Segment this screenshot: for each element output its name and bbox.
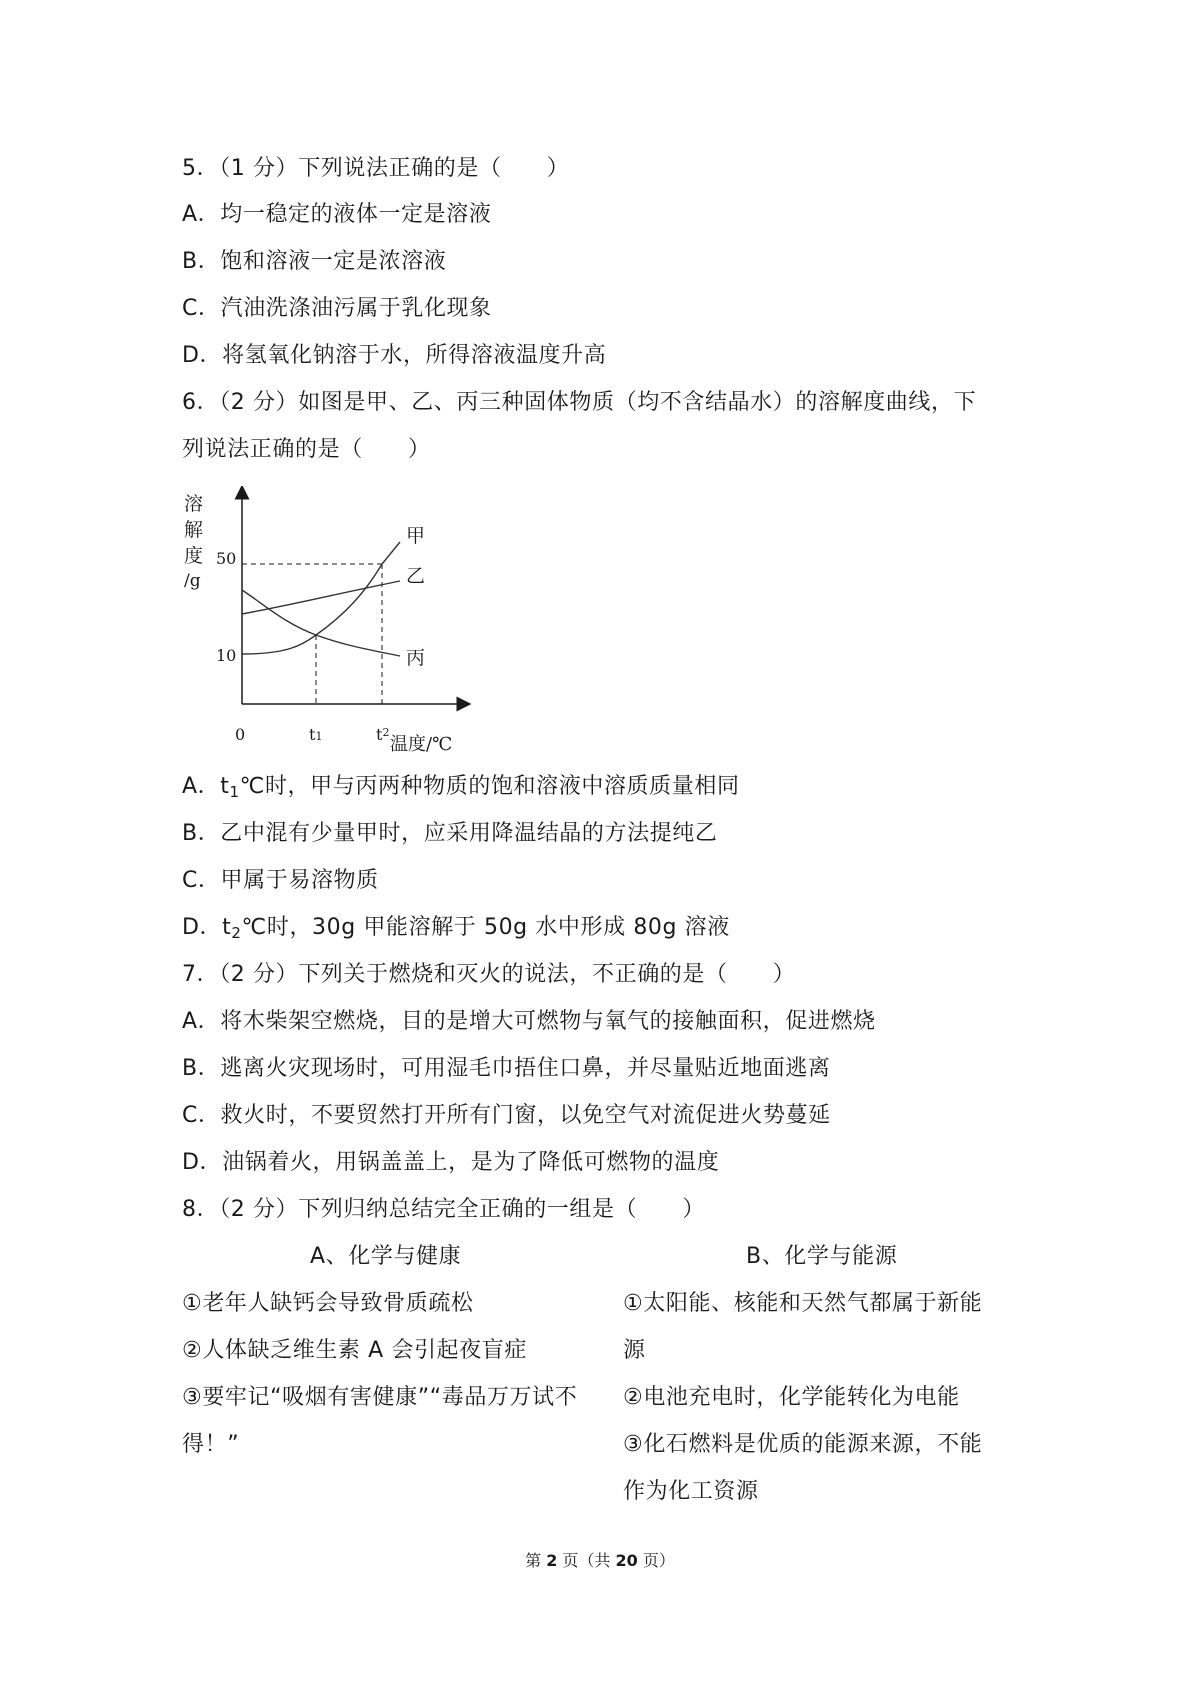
q6-option-a: A．$t_1℃$时，甲与丙两种物质的饱和溶液中溶质质量相同 bbox=[182, 774, 740, 801]
q7-option-d: D．油锅着火，用锅盖盖上，是为了降低可燃物的温度 bbox=[182, 1150, 720, 1175]
y-tick-10: 10 bbox=[216, 646, 237, 665]
curve-yi bbox=[242, 581, 400, 614]
q8-col-a-heading: A、化学与健康 bbox=[310, 1244, 462, 1269]
q6-stem-line1: 6．（2 分）如图是甲、乙、丙三种固体物质（均不含结晶水）的溶解度曲线，下 bbox=[182, 390, 977, 415]
q8-col-a-line-3: ③要牢记“吸烟有害健康”“毒品万万试不 bbox=[182, 1385, 578, 1410]
q5-option-c: C．汽油洗涤油污属于乳化现象 bbox=[182, 296, 492, 321]
solubility-chart bbox=[176, 486, 476, 756]
x-origin-label: 0 bbox=[235, 725, 246, 744]
q7-stem: 7．（2 分）下列关于燃烧和灭火的说法，不正确的是（ ） bbox=[182, 962, 796, 987]
q7-option-c: C．救火时，不要贸然打开所有门窗，以免空气对流促进火势蔓延 bbox=[182, 1103, 831, 1128]
q8-col-a-line-2: ②人体缺乏维生素 A 会引起夜盲症 bbox=[182, 1338, 527, 1363]
q8-col-a-line-4: 得！” bbox=[182, 1432, 240, 1457]
y-tick-50: 50 bbox=[216, 549, 237, 568]
q6-option-b: B．乙中混有少量甲时，应采用降温结晶的方法提纯乙 bbox=[182, 821, 718, 846]
q6-stem-line2: 列说法正确的是（ ） bbox=[182, 437, 431, 462]
q5-option-d: D．将氢氧化钠溶于水，所得溶液温度升高 bbox=[182, 343, 607, 368]
q8-col-b-heading: B、化学与能源 bbox=[746, 1244, 898, 1269]
q8-col-b-line-2: 源 bbox=[623, 1338, 646, 1363]
q8-col-b-line-4: ③化石燃料是优质的能源来源，不能 bbox=[623, 1432, 983, 1457]
q7-option-a: A．将木柴架空燃烧，目的是增大可燃物与氧气的接触面积，促进燃烧 bbox=[182, 1009, 876, 1034]
q8-stem: 8．（2 分）下列归纳总结完全正确的一组是（ ） bbox=[182, 1197, 705, 1222]
q5-option-b: B．饱和溶液一定是浓溶液 bbox=[182, 249, 447, 274]
series-label-bing: 丙 bbox=[406, 647, 426, 669]
curve-bing bbox=[242, 590, 400, 656]
q6-option-d: D．$t_2℃$时，30g 甲能溶解于 50g 水中形成 80g 溶液 bbox=[182, 915, 730, 942]
y-label-unit: /g bbox=[184, 571, 201, 591]
y-label-char-1: 溶 bbox=[184, 493, 204, 515]
y-label-char-2: 解 bbox=[184, 519, 204, 541]
series-label-jia: 甲 bbox=[406, 525, 426, 547]
q8-col-b-line-3: ②电池充电时，化学能转化为电能 bbox=[623, 1385, 960, 1410]
series-label-yi: 乙 bbox=[406, 565, 426, 587]
page-total: 20 bbox=[615, 1551, 638, 1570]
x-axis-label: 温度/℃ bbox=[390, 734, 453, 755]
page-footer: 第 2 页（共 20 页） bbox=[525, 1551, 675, 1570]
q8-col-b-line-1: ①太阳能、核能和天然气都属于新能 bbox=[623, 1291, 983, 1316]
q8-col-b-line-5: 作为化工资源 bbox=[623, 1479, 759, 1504]
page-number: 2 bbox=[546, 1551, 558, 1570]
x-tick-t2: $t^2$ bbox=[376, 725, 390, 744]
x-tick-t1: t1 bbox=[309, 725, 323, 744]
q8-col-a-line-1: ①老年人缺钙会导致骨质疏松 bbox=[182, 1291, 474, 1316]
q7-option-b: B．逃离火灾现场时，可用湿毛巾捂住口鼻，并尽量贴近地面逃离 bbox=[182, 1056, 831, 1081]
q6-option-c: C．甲属于易溶物质 bbox=[182, 868, 379, 893]
y-label-char-3: 度 bbox=[184, 545, 204, 567]
q5-option-a: A．均一稳定的液体一定是溶液 bbox=[182, 202, 492, 227]
q5-stem: 5．（1 分）下列说法正确的是（ ） bbox=[182, 156, 570, 181]
